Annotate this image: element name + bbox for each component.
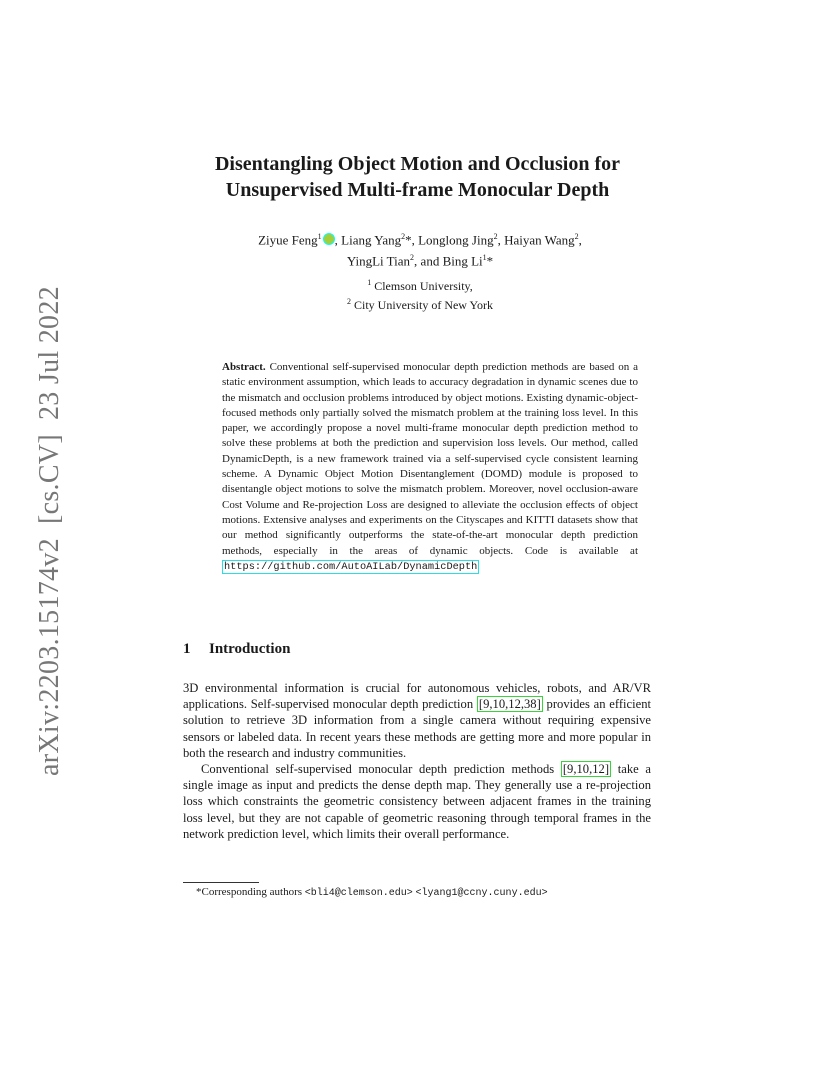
email-2: <lyang1@ccny.cuny.edu> <box>415 888 548 899</box>
code-availability: Code is available at <box>524 544 638 557</box>
paper-title <box>140 151 695 203</box>
author-affil-sup: 2 <box>401 232 406 241</box>
paragraph-text: Conventional self-supervised monocular depth prediction methods <box>201 762 555 777</box>
author-affil-sup: 1 <box>482 253 487 263</box>
footnote-text: *Corresponding authors <box>196 886 303 898</box>
arxiv-date: 23 Jul 2022 <box>34 286 65 421</box>
arxiv-id[interactable]: arXiv:2203.15174v2 <box>34 538 65 776</box>
affiliation-sup: 2 <box>346 297 351 306</box>
author-name: YingLi Tian <box>346 253 411 269</box>
affiliation-sup: 1 <box>367 278 372 287</box>
paragraph-1 <box>183 680 651 761</box>
corresponding-mark: * <box>486 253 494 269</box>
affiliation-2 <box>250 294 590 313</box>
abstract <box>222 360 638 575</box>
paragraph-text: 3D environmental information is crucial for autonomous vehicles, robots, and AR/VR applications. Self-supervised monocular depth prediction <box>183 681 651 712</box>
orcid-icon[interactable] <box>323 233 335 245</box>
body-text <box>183 680 651 842</box>
author-name: , Haiyan Wang <box>497 232 575 248</box>
abstract-label: Abstract. <box>222 361 266 373</box>
abstract-text: Conventional self-supervised monocular depth prediction methods are based on a static environment assumption, which leads to accuracy degradation in dynamic scenes due to the mismatch and occlusion problems introduced by object motions. Existing dynamic-object-focused methods only partially solved the mismatch problem at the training loss level. In this paper, we accordingly propose a novel multi-frame monocular depth prediction method to solve these problems at both the prediction and supervision loss levels. Our method, called DynamicDepth, is a new framework trained via a self-supervised cycle consistent learning scheme. A Dynamic Object Motion Disentanglement (DOMD) module is proposed to disentangle object motions to solve the mismatch problem. Moreover, novel occlusion-aware Cost Volume and Re-projection Loss are designed to alleviate the occlusion effects of object motions. Extensive analyses and experiments on the Cityscapes and KITTI datasets show that our method significantly outperforms the state-of-the-art monocular depth prediction methods, especially in the areas of dynamic objects. <box>222 361 638 557</box>
author-affil-sup: 1 <box>317 232 322 241</box>
affiliation-name: City University of New York <box>353 298 493 312</box>
section-title: Introduction <box>209 641 291 657</box>
section-number: 1 <box>183 641 191 657</box>
github-link[interactable]: https://github.com/AutoAILab/DynamicDepth <box>224 560 478 573</box>
author-name: *, Longlong Jing <box>405 232 494 248</box>
author-line-1 <box>150 228 690 249</box>
title-line-2: Unsupervised Multi-frame Monocular Depth <box>225 179 610 201</box>
author-name: , and Bing Li <box>414 253 483 269</box>
footnote-rule <box>183 882 259 883</box>
affiliations <box>250 275 590 313</box>
paragraph-text: take a single image as input and predicts the dense depth map. They generally use a re-projection loss which constraints the geometric consistency between adjacent frames in the training loss level, but they are not capable of geometric reasoning through temporal frames in the network prediction level, which limits their overall performance. <box>183 762 651 841</box>
author-separator: , <box>578 232 582 248</box>
author-line-2 <box>150 249 690 270</box>
citation-link[interactable]: [9,10,12] <box>562 762 610 777</box>
title-line-1: Disentangling Object Motion and Occlusion for <box>214 153 620 175</box>
author-name: , Liang Yang <box>334 232 402 248</box>
author-affil-sup: 2 <box>574 232 579 241</box>
author-affil-sup: 2 <box>493 232 498 241</box>
footnote <box>196 886 548 899</box>
affiliation-name: Clemson University, <box>374 279 473 293</box>
citation-link[interactable]: [9,10,12,38] <box>478 697 541 712</box>
arxiv-category: [cs.CV] <box>34 434 65 525</box>
affiliation-1 <box>250 275 590 294</box>
paragraph-2 <box>183 761 651 842</box>
author-affil-sup: 2 <box>410 253 415 263</box>
email-1: <bli4@clemson.edu> <box>304 888 413 899</box>
author-list <box>150 228 690 271</box>
paragraph-text: provides an efficient solution to retrieve 3D information from a single camera without requiring expensive sensors or labeled data. In recent years these methods are getting more and more popular in both the research and industry communities. <box>183 697 651 760</box>
author-name: Ziyue Feng <box>258 232 318 248</box>
section-heading <box>183 641 290 658</box>
